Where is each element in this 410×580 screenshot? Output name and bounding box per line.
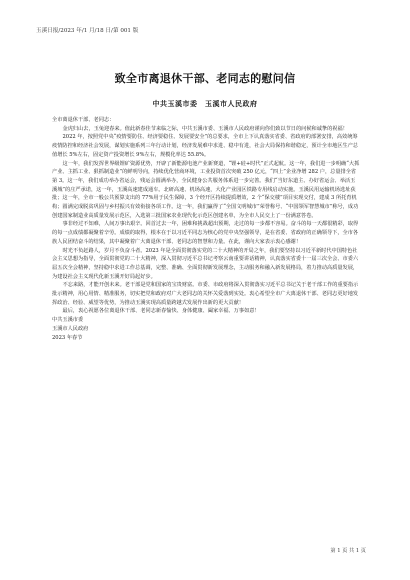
issuer-line: 中共玉溪市委 玉溪市人民政府 (152, 99, 258, 108)
paragraph: 最后，衷心祝愿各位离退休干部、老同志新春愉快、身体健康、阖家幸福、万事如意！ (62, 308, 260, 315)
paragraph: 时光不负赶路人，岁月不负奋斗者。2023 年是全面贯彻落实党的二十大精神的开局之年，我们要坚持以习近平新时代中国特色社会主义思想为指导，全面贯彻党的二十大精神，深入贯彻习近平总书记考察云南重要讲话精神，认真落实省委十一届三次全会、市委六届五次全会精神，坚持稳中求进工作总基调，完整、准确、全面贯彻新发展理念，主动服务和融入新发展格局，着力推动高质量发展，为建设社会主义现代化新玉溪开好局起好步。 (52, 247, 359, 280)
paragraph: 不忘来路，才能开创未来。老干部是党和国家的宝贵财富。市委、市政府将深入贯彻落实习近平总书记关于老干部工作的重要指示批示精神，用心用情、精准服务，切实把党和政府对广大老同志的关怀关爱落到实处。衷心希望全市广大离退休干部、老同志更好地发挥政治、经验、威望等优势，为推动玉溪实现高质量跨越式发展作出新的更大贡献！ (52, 282, 359, 306)
signature-line: 中共玉溪市委 (52, 317, 84, 324)
paragraph: 这一年，我们发挥世界级锂矿资源优势，开辟了新能源电池产业新赛道，“锂+硅+时代”正式起航。这一年，我们进一步明确“大抓产业、主抓工业、狠抓制造业”的鲜明导向，持续优化营商环境，工业投资首次突破 250 亿元，“四上”企业净增 282 户，总量排全省第 3。这一年，我们成功举办省运会，残运会圆满举办，全民健身公共服务体系进一步完善。我们“当好东道主、办好省运会、举活玉溪城”的庄严承诺，这一年，玉溪高速建成通车。北研高速、机场高速，大化产业园区铁路专用线启动实施。玉溪民用运输机场选址获批；这一年，全市一般公共预算支出的 77%用于民生保障，3 个经开区持续提质增效，2 个“保交楼”项目实现交付，建成 3 所托育机构；圆满完成脱贫巩固与乡村振兴有效衔接各项工作。这一年，我们赢得了“全国文明城市”荣誉称号、“中国领军智慧城市”称号，成功创建国家制造业高质量发展示范区，入选第三批国家农业现代化示范区创建名单，为全市人民交上了一份满意答卷。 (52, 160, 360, 219)
paragraph: 金虎归山去，玉兔迎春来。值此新春佳节来临之际，中共玉溪市委、玉溪市人民政府谨向你们致以节日的问候和诚挚的祝福！ (62, 125, 348, 132)
paragraph: 2022 年，按照党中央“疫情要防住、经济要稳住、发展要安全”的总要求，全市上下认真落实省委、省政府的部署安排，高效统筹疫情防控和经济社会发展，谋划实施系列三年行动计划，经济发展难中求进、稳中有进，社会大局保持和谐稳定，预计全市地区生产总值增长 5%左右，固定资产投资增长 9%左右，规模化率达 55.8%。 (52, 134, 359, 158)
letter-body (52, 116, 360, 342)
signature-block (52, 316, 360, 342)
page-title: 致全市离退休干部、老同志的慰问信 (114, 72, 296, 85)
signature-date: 2023 年春节 (52, 334, 83, 341)
signature-line: 玉溪市人民政府 (52, 325, 89, 332)
paragraph: 事非经过不知难，人间万事出艰辛。回首过去一年，困难和挑战超出预期，走过的每一步都不容易。奋斗的每一天都很精彩，取得的每一点成绩都凝聚着辛劳。成绩的取得，根本在于以习近平同志为核心的党中央坚强领导，是在省委、省政府的正确领导下，全市各族人民团结奋斗的结果，其中凝聚着广大离退休干部、老同志的智慧和力量。在此，谨向大家表示衷心感谢！ (52, 221, 359, 245)
page-number: 第 1 页 共 1 页 (330, 548, 366, 554)
salutation: 全市离退休干部、老同志： (52, 117, 115, 123)
newspaper-masthead: 玉溪日报/2023 年/1 月/18 日/第 001 版 (36, 28, 139, 34)
